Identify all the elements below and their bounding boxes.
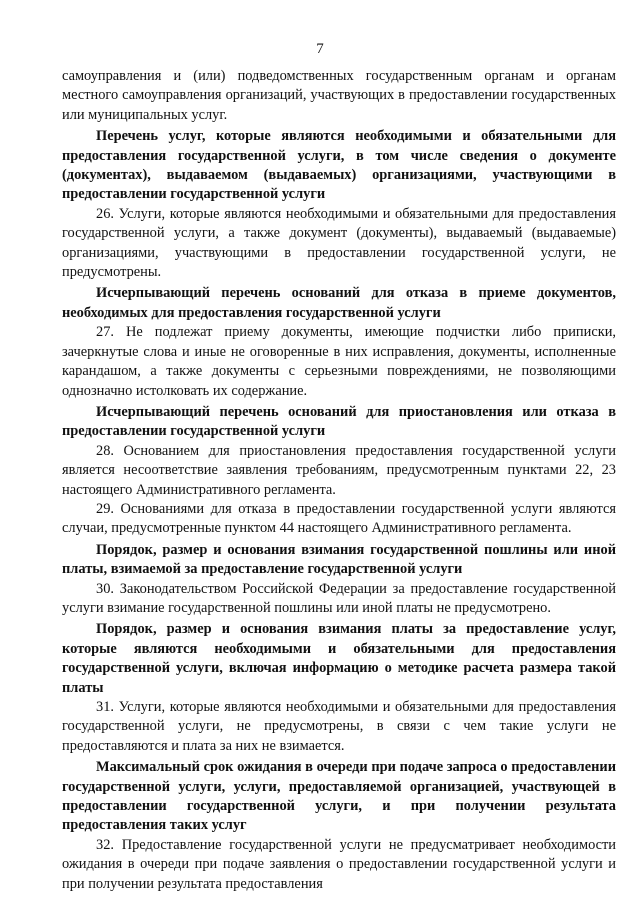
heading-suspension-refusal: Исчерпывающий перечень оснований для приостановления или отказа в предоставлении государственной услуги <box>62 403 616 440</box>
paragraph-continuation: самоуправления и (или) подведомственных государственным органам и органам местного самоуправления организаций, участвующих в предоставлении государственных или муниципальных услуг. <box>62 68 616 123</box>
paragraph-29: 29. Основаниями для отказа в предоставлении государственной услуги являются случаи, предусмотренные пунктом 44 настоящего Административного регламента. <box>62 500 616 537</box>
paragraph-32: 32. Предоставление государственной услуги не предусматривает необходимости ожидания в очереди при подаче заявления о предоставлении государственной услуги и при получении результата предоставления <box>62 836 616 892</box>
heading-refusal-accept-documents: Исчерпывающий перечень оснований для отказа в приеме документов, необходимых для предоставления государственной услуги <box>62 285 616 321</box>
heading-required-services: Перечень услуг, которые являются необходимыми и обязательными для предоставления государственной услуги, в том числе сведения о документе (документах), выдаваемом (выдаваемых) организациями, участвующими в предоставлении государственной услуги <box>62 128 616 203</box>
heading-fee-required-services: Порядок, размер и основания взимания платы за предоставление услуг, которые являются необходимыми и обязательными для предоставления государственной услуги, включая информацию о методике расчета размера такой платы <box>62 621 616 696</box>
page-number: 7 <box>316 41 324 57</box>
paragraph-26: 26. Услуги, которые являются необходимыми и обязательными для предоставления государственной услуги, а также документ (документы), выдаваемый (выдаваемые) организациями, участвующими в предоставлении государственной услуги, не предусмотрены. <box>62 205 616 281</box>
paragraph-31: 31. Услуги, которые являются необходимыми и обязательными для предоставления государственной услуги, не предусмотрены, в связи с чем такие услуги не предоставляются и плата за них не взимается. <box>62 699 616 754</box>
paragraph-30: 30. Законодательством Российской Федерации за предоставление государственной услуги взимание государственной пошлины или иной платы не предусмотрено. <box>62 580 616 616</box>
heading-queue-waiting-time: Максимальный срок ожидания в очереди при подаче запроса о предоставлении государственной услуги, услуги, предоставляемой организацией, участвующей в предоставлении государственной услуги, и при получении результата предоставления таких услуг <box>62 759 616 834</box>
paragraph-27: 27. Не подлежат приему документы, имеющие подчистки либо приписки, зачеркнутые слова и иные не оговоренные в них исправления, документы, исполненные карандашом, а также документы с серьезными повреждениями, не позволяющими однозначно истолковать их содержание. <box>62 324 616 399</box>
document-body <box>62 67 616 894</box>
heading-state-fee: Порядок, размер и основания взимания государственной пошлины или иной платы, взимаемой за предоставление государственной услуги <box>62 541 616 578</box>
paragraph-28: 28. Основанием для приостановления предоставления государственной услуги является несоответствие заявления требованиям, предусмотренным пунктами 22, 23 настоящего Административного регламента. <box>62 442 616 498</box>
